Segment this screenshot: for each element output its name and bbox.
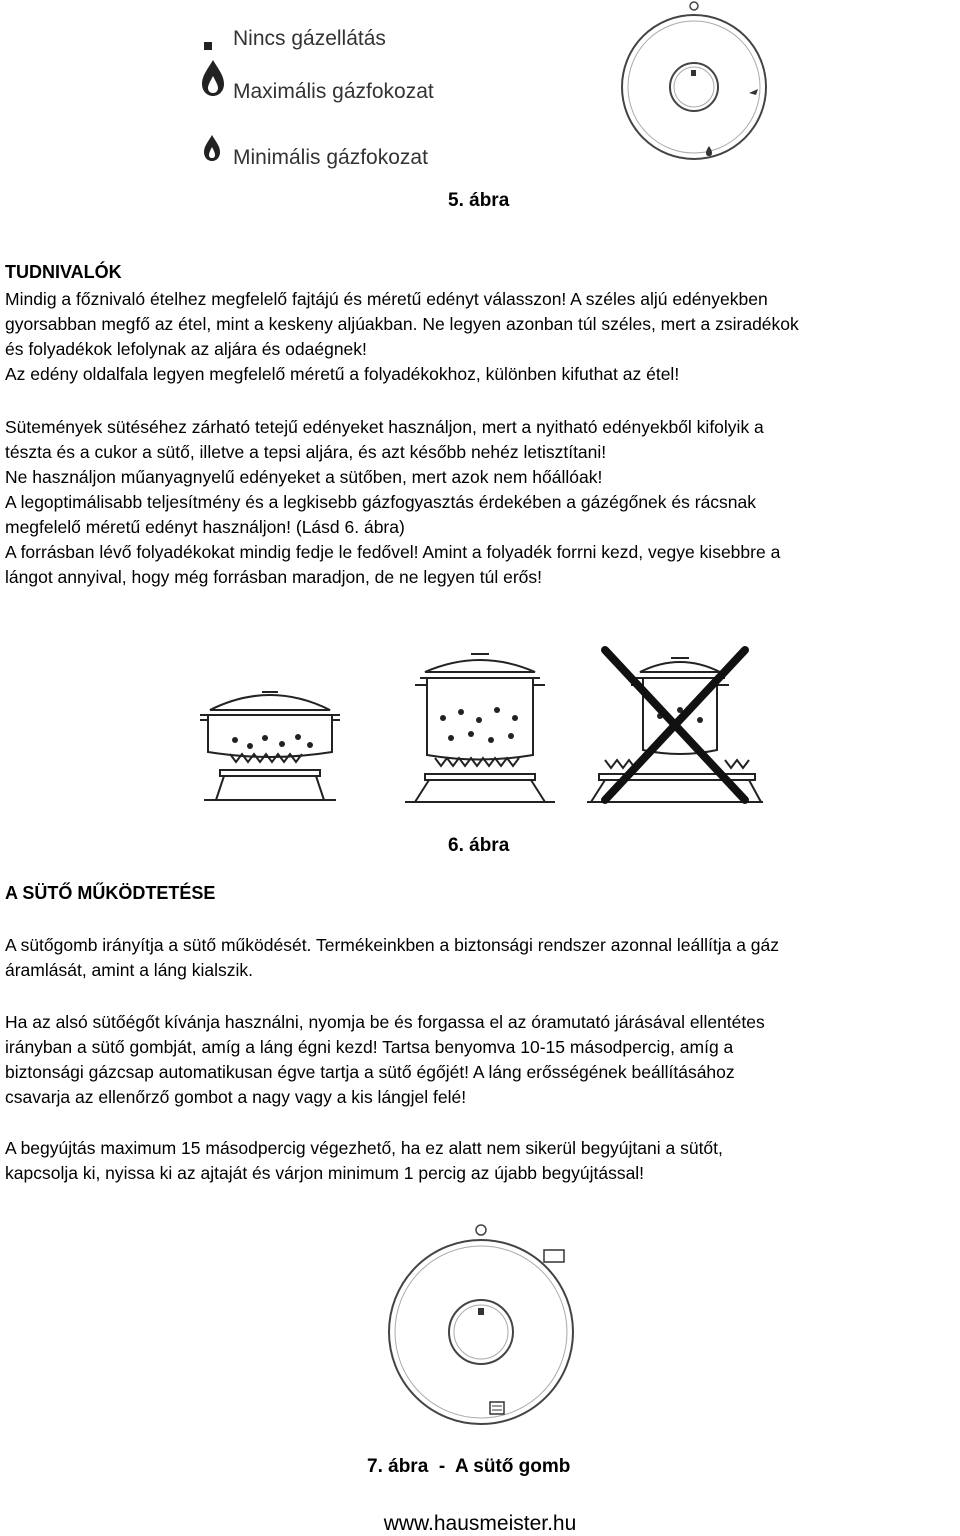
text-line: kapcsolja ki, nyissa ki az ajtaját és várjon minimum 1 percig az újabb begyújtással! (5, 1163, 645, 1183)
oven-operation-title: A SÜTŐ MŰKÖDTETÉSE (5, 883, 216, 903)
legend-max-gas: Maximális gázfokozat (233, 80, 434, 103)
text-line: tészta és a cukor a sütő, illetve a tepsi aljára, és azt később nehéz letisztítani! (5, 442, 607, 462)
legend-min-gas: Minimális gázfokozat (233, 146, 428, 169)
tudnivalok-title: TUDNIVALÓK (5, 262, 122, 282)
oven-paragraph-1 (5, 933, 950, 983)
oven-paragraph-2 (5, 1010, 950, 1110)
text-line: áramlását, amint a láng kialszik. (5, 960, 254, 980)
figure5-caption: 5. ábra (448, 190, 510, 211)
text-line: és folyadékok lefolynak az aljára és odaégnek! (5, 339, 367, 359)
cookware-paragraph (5, 415, 950, 590)
text-line: irányban a sütő gombját, amíg a láng égni kezd! Tartsa benyomva 10-15 másodpercig, amíg a (5, 1037, 734, 1057)
text-line: A legoptimálisabb teljesítmény és a legkisebb gázfogyasztás érdekében a gázégőnek és rácsnak (5, 492, 757, 512)
pot-incorrect-illustration (585, 640, 765, 810)
figure6-caption: 6. ábra (448, 835, 510, 856)
text-line: csavarja az ellenőrző gombot a nagy vagy a kis lángjel felé! (5, 1087, 467, 1107)
dot-icon (200, 36, 220, 56)
text-line: A begyújtás maximum 15 másodpercig végezhető, ha ez alatt nem sikerül begyújtani a sütőt, (5, 1138, 723, 1158)
text-line: Ne használjon műanyagnyelű edényeket a sütőben, mert azok nem hőállóak! (5, 467, 603, 487)
small-flame-icon (200, 133, 224, 163)
large-flame-icon (198, 58, 228, 98)
figure7-caption: 7. ábra - A sütő gomb (367, 1456, 571, 1477)
text-line: biztonsági gázcsap automatikusan égve tartja a sütő égőjét! A láng erősségének beállításához (5, 1062, 735, 1082)
text-line: A forrásban lévő folyadékokat mindig fedje le fedővel! Amint a folyadék forrni kezd, vegye kisebbre a (5, 542, 781, 562)
text-line: A sütőgomb irányítja a sütő működését. Termékeinkben a biztonsági rendszer azonnal leállítja a gáz (5, 935, 780, 955)
pot-wide-illustration (190, 680, 350, 810)
footer-url[interactable]: www.hausmeister.hu (383, 1512, 577, 1535)
text-line: Sütemények sütéséhez zárható tetejű edényeket használjon, mert a nyitható edényekből kifolyik a (5, 417, 764, 437)
text-line: Mindig a főznivaló ételhez megfelelő fajtájú és méretű edényt válasszon! A széles aljú edényekben (5, 289, 768, 309)
text-line: lángot annyival, hogy még forrásban maradjon, de ne legyen túl erős! (5, 567, 542, 587)
text-line: Az edény oldalfala legyen megfelelő méretű a folyadékokhoz, különben kifuthat az étel! (5, 364, 680, 384)
oven-paragraph-3 (5, 1136, 950, 1186)
legend-no-gas: Nincs gázellátás (233, 27, 386, 50)
text-line: megfelelő méretű edényt használjon! (Lásd 6. ábra) (5, 517, 405, 537)
text-line: Ha az alsó sütőégőt kívánja használni, nyomja be és forgassa el az óramutató járásával ellentétes (5, 1012, 765, 1032)
pot-correct-illustration (395, 640, 565, 810)
text-line: gyorsabban megfő az étel, mint a keskeny aljúakban. Ne legyen azonban túl széles, mert a zsiradékok (5, 314, 799, 334)
oven-knob-icon (382, 1220, 582, 1440)
tudnivalok-paragraph (5, 287, 950, 387)
burner-knob-icon (610, 0, 780, 175)
